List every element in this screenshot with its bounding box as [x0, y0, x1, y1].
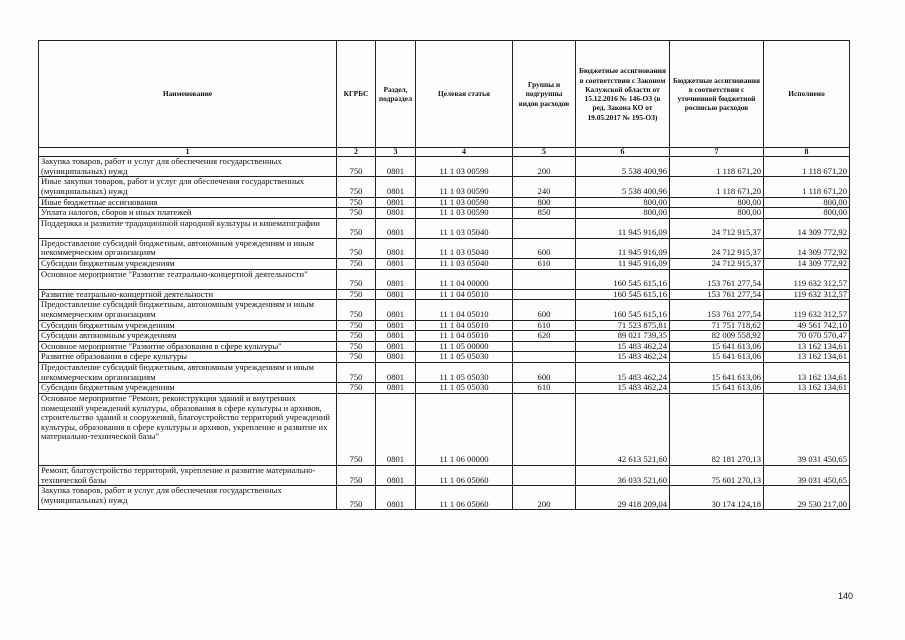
table-row: [39, 197, 850, 208]
row-name: Закупка товаров, работ и услуг для обеспечения государственных (муниципальных) нужд: [39, 157, 337, 177]
table-row: [39, 331, 850, 342]
table-row: [39, 363, 850, 383]
row-executed: 39 031 450,65: [764, 465, 850, 485]
row-expense-group: [513, 341, 576, 352]
table-row: [39, 238, 850, 258]
row-name: Субсидии бюджетным учреждениям: [39, 259, 337, 270]
row-law-allocation: 89 021 739,35: [576, 331, 670, 342]
row-law-allocation: 15 483 462,24: [576, 363, 670, 383]
header-law-allocation: Бюджетные ассигнования в соответствии с Законом Калужской области от 15.12.2016 № 146-ОЗ (в ред. Закона КО от 19.05.2017 № 195-ОЗ): [576, 41, 670, 148]
row-law-allocation: 160 545 615,16: [576, 289, 670, 300]
row-section: 0801: [376, 331, 416, 342]
row-section: 0801: [376, 486, 416, 510]
row-name: Основное мероприятие "Ремонт, реконструкция зданий и внутренних помещений учреждений культуры, образования в сфере культуры и архивов, строительство зданий и сооружений, благоустройство территорий учреждений культуры, образования в сфере культуры и архивов, укрепление и развитие их материально-технической базы": [39, 393, 337, 465]
row-section: 0801: [376, 259, 416, 270]
row-refined-allocation: 30 174 124,18: [670, 486, 764, 510]
row-executed: 13 162 134,61: [764, 383, 850, 394]
row-executed: 39 031 450,65: [764, 393, 850, 465]
row-executed: 14 309 772,92: [764, 218, 850, 238]
table-row: [39, 341, 850, 352]
header-name: Наименование: [39, 41, 337, 148]
header-target-article: Целевая статья: [416, 41, 513, 148]
row-law-allocation: 160 545 615,16: [576, 300, 670, 320]
row-expense-group: 600: [513, 300, 576, 320]
row-kgrbs: 750: [337, 320, 376, 331]
table-row: [39, 208, 850, 219]
row-kgrbs: 750: [337, 363, 376, 383]
row-expense-group: 610: [513, 259, 576, 270]
row-target-article: 11 1 05 05030: [416, 363, 513, 383]
row-expense-group: 610: [513, 383, 576, 394]
row-executed: 1 118 671,20: [764, 177, 850, 197]
row-refined-allocation: 82 181 270,13: [670, 393, 764, 465]
row-kgrbs: 750: [337, 393, 376, 465]
row-expense-group: 800: [513, 197, 576, 208]
row-section: 0801: [376, 320, 416, 331]
row-expense-group: 600: [513, 363, 576, 383]
row-law-allocation: 15 483 462,24: [576, 341, 670, 352]
row-kgrbs: 750: [337, 341, 376, 352]
row-refined-allocation: 15 641 613,06: [670, 363, 764, 383]
row-name: Предоставление субсидий бюджетным, автономным учреждениям и иным некоммерческим организациям: [39, 300, 337, 320]
row-target-article: 11 1 04 05010: [416, 289, 513, 300]
row-kgrbs: 750: [337, 259, 376, 270]
row-kgrbs: 750: [337, 486, 376, 510]
table-row: [39, 352, 850, 363]
row-executed: 119 632 312,57: [764, 300, 850, 320]
row-section: 0801: [376, 393, 416, 465]
row-executed: 14 309 772,92: [764, 238, 850, 258]
table-row: [39, 289, 850, 300]
row-expense-group: [513, 393, 576, 465]
row-law-allocation: 71 523 875,81: [576, 320, 670, 331]
row-kgrbs: 750: [337, 331, 376, 342]
row-name: Уплата налогов, сборов и иных платежей: [39, 208, 337, 219]
row-section: 0801: [376, 177, 416, 197]
table-row: [39, 320, 850, 331]
row-section: 0801: [376, 300, 416, 320]
table-row: [39, 259, 850, 270]
row-section: 0801: [376, 465, 416, 485]
row-kgrbs: 750: [337, 465, 376, 485]
row-expense-group: 610: [513, 320, 576, 331]
header-row: [39, 41, 850, 148]
row-kgrbs: 750: [337, 383, 376, 394]
row-name: Основное мероприятие "Развитие театрально-концертной деятельности": [39, 269, 337, 289]
row-name: Основное мероприятие "Развитие образования в сфере культуры": [39, 341, 337, 352]
row-target-article: 11 1 04 05010: [416, 331, 513, 342]
row-target-article: 11 1 03 00590: [416, 157, 513, 177]
row-kgrbs: 750: [337, 352, 376, 363]
column-number: 3: [376, 148, 416, 157]
row-kgrbs: 750: [337, 157, 376, 177]
row-executed: 800,00: [764, 197, 850, 208]
row-law-allocation: 11 945 916,09: [576, 218, 670, 238]
column-number: 7: [670, 148, 764, 157]
row-expense-group: 200: [513, 486, 576, 510]
row-target-article: 11 1 03 05040: [416, 238, 513, 258]
header-kgrbs: КГРБС: [337, 41, 376, 148]
row-refined-allocation: 71 751 718,62: [670, 320, 764, 331]
table-row: [39, 218, 850, 238]
row-expense-group: [513, 218, 576, 238]
row-executed: 1 118 671,20: [764, 157, 850, 177]
row-section: 0801: [376, 218, 416, 238]
row-executed: 119 632 312,57: [764, 289, 850, 300]
row-target-article: 11 1 06 05060: [416, 486, 513, 510]
row-law-allocation: 29 418 209,04: [576, 486, 670, 510]
column-number: 4: [416, 148, 513, 157]
row-section: 0801: [376, 197, 416, 208]
row-law-allocation: 15 483 462,24: [576, 352, 670, 363]
row-refined-allocation: 75 601 270,13: [670, 465, 764, 485]
row-target-article: 11 1 03 00590: [416, 197, 513, 208]
row-executed: 70 070 570,47: [764, 331, 850, 342]
row-expense-group: [513, 269, 576, 289]
row-law-allocation: 5 538 400,96: [576, 157, 670, 177]
row-name: Предоставление субсидий бюджетным, автономным учреждениям и иным некоммерческим организациям: [39, 363, 337, 383]
row-executed: 29 530 217,00: [764, 486, 850, 510]
row-section: 0801: [376, 269, 416, 289]
row-law-allocation: 800,00: [576, 208, 670, 219]
row-law-allocation: 36 033 521,60: [576, 465, 670, 485]
row-refined-allocation: 24 712 915,37: [670, 218, 764, 238]
row-expense-group: 850: [513, 208, 576, 219]
column-number: 5: [513, 148, 576, 157]
row-expense-group: 240: [513, 177, 576, 197]
row-expense-group: 200: [513, 157, 576, 177]
row-executed: 49 561 742,10: [764, 320, 850, 331]
row-target-article: 11 1 05 05030: [416, 383, 513, 394]
row-refined-allocation: 153 761 277,54: [670, 269, 764, 289]
row-name: Субсидии автономным учреждениям: [39, 331, 337, 342]
row-section: 0801: [376, 208, 416, 219]
row-target-article: 11 1 05 00000: [416, 341, 513, 352]
row-executed: 800,00: [764, 208, 850, 219]
row-refined-allocation: 15 641 613,06: [670, 383, 764, 394]
row-refined-allocation: 82 009 558,92: [670, 331, 764, 342]
row-law-allocation: 160 545 615,16: [576, 269, 670, 289]
column-number: 1: [39, 148, 337, 157]
row-executed: 13 162 134,61: [764, 363, 850, 383]
row-law-allocation: 800,00: [576, 197, 670, 208]
row-target-article: 11 1 03 00590: [416, 208, 513, 219]
row-kgrbs: 750: [337, 208, 376, 219]
table-row: [39, 393, 850, 465]
row-name: Ремонт, благоустройство территорий, укрепление и развитие материально-технической базы: [39, 465, 337, 485]
row-name: Развитие образования в сфере культуры: [39, 352, 337, 363]
row-law-allocation: 42 613 521,60: [576, 393, 670, 465]
row-expense-group: [513, 352, 576, 363]
row-name: Закупка товаров, работ и услуг для обеспечения государственных (муниципальных) нужд: [39, 486, 337, 510]
row-name: Иные закупки товаров, работ и услуг для обеспечения государственных (муниципальных) нужд: [39, 177, 337, 197]
row-target-article: 11 1 04 05010: [416, 320, 513, 331]
row-target-article: 11 1 04 00000: [416, 269, 513, 289]
table-row: [39, 465, 850, 485]
row-expense-group: [513, 465, 576, 485]
row-target-article: 11 1 06 05060: [416, 465, 513, 485]
row-executed: 119 632 312,57: [764, 269, 850, 289]
row-target-article: 11 1 04 05010: [416, 300, 513, 320]
row-refined-allocation: 15 641 613,06: [670, 341, 764, 352]
row-name: Субсидии бюджетным учреждениям: [39, 320, 337, 331]
row-section: 0801: [376, 157, 416, 177]
row-refined-allocation: 24 712 915,37: [670, 259, 764, 270]
row-section: 0801: [376, 363, 416, 383]
row-section: 0801: [376, 238, 416, 258]
row-refined-allocation: 153 761 277,54: [670, 289, 764, 300]
header-section: Раздел, подраздел: [376, 41, 416, 148]
row-section: 0801: [376, 289, 416, 300]
row-section: 0801: [376, 341, 416, 352]
row-law-allocation: 5 538 400,96: [576, 177, 670, 197]
row-kgrbs: 750: [337, 218, 376, 238]
table-row: [39, 300, 850, 320]
table-row: [39, 157, 850, 177]
row-target-article: 11 1 03 05040: [416, 259, 513, 270]
row-expense-group: [513, 289, 576, 300]
row-law-allocation: 15 483 462,24: [576, 383, 670, 394]
budget-table: [38, 40, 850, 510]
row-executed: 13 162 134,61: [764, 352, 850, 363]
row-target-article: 11 1 03 00590: [416, 177, 513, 197]
row-kgrbs: 750: [337, 289, 376, 300]
row-name: Предоставление субсидий бюджетным, автономным учреждениям и иным некоммерческим организациям: [39, 238, 337, 258]
row-kgrbs: 750: [337, 269, 376, 289]
column-number: 8: [764, 148, 850, 157]
column-number: 6: [576, 148, 670, 157]
row-refined-allocation: 15 641 613,06: [670, 352, 764, 363]
row-law-allocation: 11 945 916,09: [576, 238, 670, 258]
column-number: 2: [337, 148, 376, 157]
row-target-article: 11 1 03 05040: [416, 218, 513, 238]
row-refined-allocation: 1 118 671,20: [670, 157, 764, 177]
table-row: [39, 177, 850, 197]
row-refined-allocation: 1 118 671,20: [670, 177, 764, 197]
header-expense-group: Группы и подгруппы видов расходов: [513, 41, 576, 148]
row-executed: 14 309 772,92: [764, 259, 850, 270]
row-name: Иные бюджетные ассигнования: [39, 197, 337, 208]
row-refined-allocation: 800,00: [670, 208, 764, 219]
row-refined-allocation: 24 712 915,37: [670, 238, 764, 258]
table-row: [39, 269, 850, 289]
table-row: [39, 486, 850, 510]
header-executed: Исполнено: [764, 41, 850, 148]
row-kgrbs: 750: [337, 177, 376, 197]
row-section: 0801: [376, 383, 416, 394]
row-refined-allocation: 800,00: [670, 197, 764, 208]
row-expense-group: 620: [513, 331, 576, 342]
table-row: [39, 383, 850, 394]
row-expense-group: 600: [513, 238, 576, 258]
row-target-article: 11 1 05 05030: [416, 352, 513, 363]
row-name: Поддержка и развитие традиционной народной культуры и кинематографии: [39, 218, 337, 238]
header-refined-allocation: Бюджетные ассигнования в соответствии с уточненной бюджетной росписью расходов: [670, 41, 764, 148]
row-kgrbs: 750: [337, 300, 376, 320]
row-refined-allocation: 153 761 277,54: [670, 300, 764, 320]
row-executed: 13 162 134,61: [764, 341, 850, 352]
column-number-row: [39, 148, 850, 157]
row-name: Развитие театрально-концертной деятельности: [39, 289, 337, 300]
table-body: [39, 157, 850, 510]
row-kgrbs: 750: [337, 197, 376, 208]
page-number: 140: [838, 591, 854, 601]
row-kgrbs: 750: [337, 238, 376, 258]
row-target-article: 11 1 06 00000: [416, 393, 513, 465]
row-name: Субсидии бюджетным учреждениям: [39, 383, 337, 394]
row-section: 0801: [376, 352, 416, 363]
row-law-allocation: 11 945 916,09: [576, 259, 670, 270]
